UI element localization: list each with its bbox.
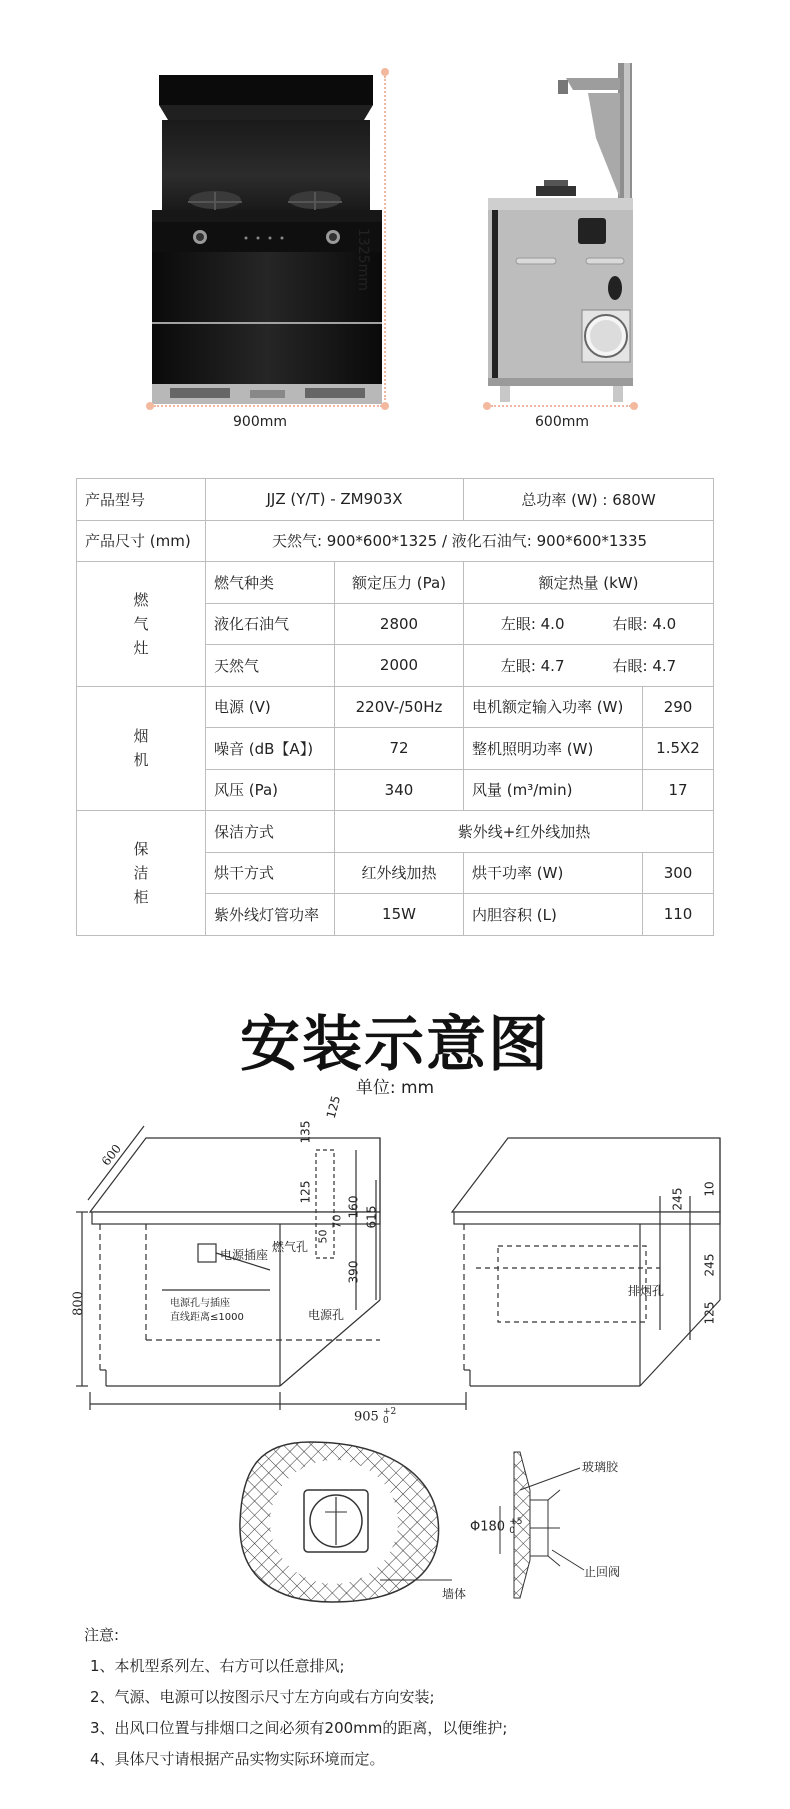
dim-245-top: 245 (670, 1187, 685, 1211)
diameter-label: Φ180 +5 0 (470, 1517, 523, 1536)
dim-390: 390 (346, 1260, 361, 1284)
spec-label: 风量 (m³/min) (464, 769, 643, 811)
dim-125-top: 125 (323, 1094, 344, 1120)
table-row (77, 811, 714, 853)
dim-dot (381, 402, 389, 410)
dim-50: 50 (316, 1229, 330, 1244)
wall-detail-diagram (0, 1430, 790, 1620)
heat-cell: 左眼: 4.0 右眼: 4.0 (464, 603, 714, 645)
distance-note-2: 直线距离≤1000 (170, 1312, 244, 1323)
dim-dot (630, 402, 638, 410)
dim-10: 10 (702, 1181, 717, 1197)
spec-label: 烘干功率 (W) (464, 852, 643, 894)
spec-value: 紫外线+红外线加热 (335, 811, 714, 853)
width-dim-label: 900mm (233, 414, 287, 430)
dim-800: 800 (70, 1291, 86, 1316)
note-item: 4、具体尺寸请根据产品实物实际环境而定。 (90, 1750, 385, 1768)
heat-header: 额定热量 (kW) (464, 562, 714, 604)
spec-value: 17 (643, 769, 714, 811)
note-item: 2、气源、电源可以按图示尺寸左方向或右方向安装; (90, 1688, 435, 1706)
spec-label: 噪音 (dB【A】) (206, 728, 335, 770)
notes-section (84, 1620, 507, 1775)
dim-245: 245 (702, 1253, 717, 1277)
pressure-cell: 2000 (335, 645, 464, 687)
total-power: 总功率 (W) : 680W (464, 479, 714, 521)
dim-125: 125 (298, 1180, 313, 1204)
size-label: 产品尺寸 (mm) (77, 520, 206, 562)
model-value: JJZ (Y/T) - ZM903X (206, 479, 464, 521)
pressure-cell: 2800 (335, 603, 464, 645)
power-socket-label: 电源插座 (220, 1248, 269, 1262)
distance-note-1: 电源孔与插座 (170, 1298, 230, 1309)
spec-value: 220V-/50Hz (335, 686, 464, 728)
glass-glue-label: 玻璃胶 (582, 1460, 619, 1474)
spec-label: 保洁方式 (206, 811, 335, 853)
heat-cell: 左眼: 4.7 右眼: 4.7 (464, 645, 714, 687)
spec-label: 风压 (Pa) (206, 769, 335, 811)
pressure-header: 额定压力 (Pa) (335, 562, 464, 604)
depth-dim-label: 600mm (535, 414, 589, 430)
dim-dot (146, 402, 154, 410)
exhaust-hole-label: 排烟孔 (628, 1284, 665, 1298)
height-dim-label: 1325mm (355, 228, 371, 291)
spec-label: 电机额定输入功率 (W) (464, 686, 643, 728)
notes-title: 注意: (84, 1626, 120, 1644)
spec-value: 290 (643, 686, 714, 728)
spec-value: 72 (335, 728, 464, 770)
dim-600: 600 (98, 1141, 125, 1169)
gas-type-cell: 液化石油气 (206, 603, 335, 645)
cabinet-group-label: 保 洁 柜 (77, 811, 206, 936)
spec-label: 整机照明功率 (W) (464, 728, 643, 770)
size-value: 天然气: 900*600*1325 / 液化石油气: 900*600*1335 (206, 520, 714, 562)
dim-160: 160 (346, 1195, 361, 1219)
table-row (77, 520, 714, 562)
product-side-view (478, 58, 638, 413)
spec-value: 300 (643, 852, 714, 894)
spec-label: 内胆容积 (L) (464, 894, 643, 936)
spec-value: 340 (335, 769, 464, 811)
table-row (77, 479, 714, 521)
gas-hole-label: 燃气孔 (272, 1240, 309, 1254)
spec-label: 烘干方式 (206, 852, 335, 894)
dim-dot (483, 402, 491, 410)
dim-135: 135 (298, 1120, 313, 1144)
note-item: 1、本机型系列左、右方可以任意排风; (90, 1657, 345, 1675)
spec-label: 紫外线灯管功率 (206, 894, 335, 936)
stove-group-label: 燃 气 灶 (77, 562, 206, 687)
spec-table (76, 478, 714, 936)
dim-dot (381, 68, 389, 76)
note-item: 3、出风口位置与排烟口之间必须有200mm的距离，以便维护; (90, 1719, 508, 1737)
hood-group-label: 烟 机 (77, 686, 206, 811)
width-905: 905 +2 0 (354, 1407, 397, 1426)
dim-615: 615 (364, 1205, 379, 1229)
table-row (77, 562, 714, 604)
depth-dim-line (491, 405, 631, 407)
spec-value: 15W (335, 894, 464, 936)
model-label: 产品型号 (77, 479, 206, 521)
spec-value: 红外线加热 (335, 852, 464, 894)
width-dim-line (154, 405, 382, 407)
dim-125-right: 125 (702, 1301, 717, 1325)
dim-70: 70 (330, 1214, 344, 1229)
spec-value: 110 (643, 894, 714, 936)
height-dim-line (384, 76, 386, 400)
product-front-view (150, 70, 385, 410)
spec-value: 1.5X2 (643, 728, 714, 770)
spec-label: 电源 (V) (206, 686, 335, 728)
gas-type-cell: 天然气 (206, 645, 335, 687)
check-valve-label: 止回阀 (584, 1565, 621, 1579)
power-hole-label: 电源孔 (308, 1308, 345, 1322)
table-row (77, 686, 714, 728)
unit-label: 单位: mm (355, 1078, 435, 1098)
wall-label: 墙体 (442, 1587, 467, 1601)
gas-type-header: 燃气种类 (206, 562, 335, 604)
install-title: 安装示意图 (240, 1010, 550, 1080)
